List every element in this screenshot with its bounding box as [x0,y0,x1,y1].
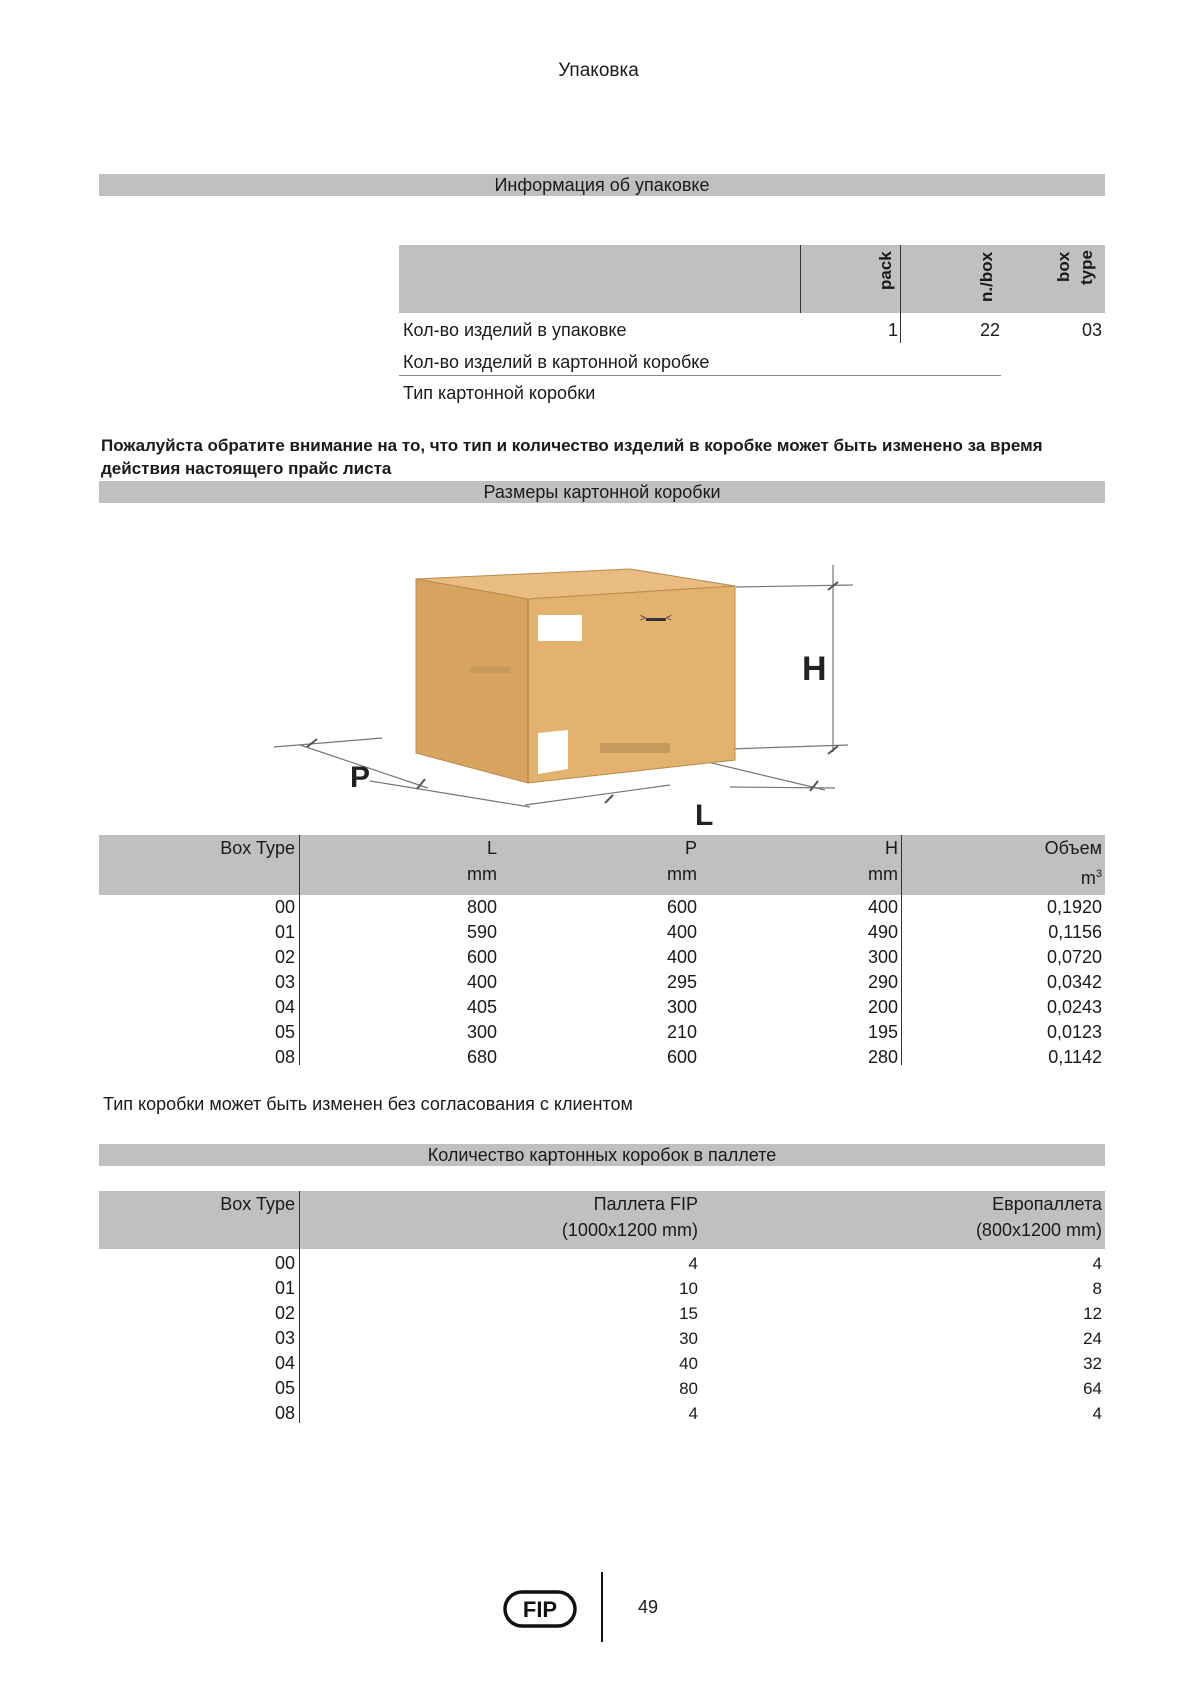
dim-col-p-unit: mm [667,864,697,884]
col-pack: pack [876,251,895,290]
pallet-cell-fip: 4 [688,1254,698,1273]
dim-cell-type: 01 [274,922,295,942]
dim-cell-h: 195 [867,1022,898,1042]
pallet-cell-fip: 4 [688,1404,698,1423]
dim-cell-type: 05 [274,1022,295,1042]
packing-row-label: Кол-во изделий в упаковке [403,320,627,340]
packing-pack-value: 1 [887,320,898,340]
dim-cell-l: 400 [466,972,497,992]
dim-cell-p: 400 [666,922,697,942]
dim-cell-h: 280 [867,1047,898,1067]
dim-cell-l: 405 [466,997,497,1017]
pallet-col-fip-size: (1000x1200 mm) [561,1220,698,1240]
dim-cell-h: 400 [867,897,898,917]
dim-col-l: L [486,838,497,858]
fip-logo [503,1590,577,1628]
pallet-cell-euro: 32 [1083,1354,1102,1373]
box-diagram [270,555,870,825]
pallet-cell-type: 01 [274,1278,295,1298]
pallet-cell-euro: 8 [1092,1279,1102,1298]
dim-col-h-unit: mm [868,864,898,884]
dim-cell-type: 03 [274,972,295,992]
dim-cell-volume: 0,0123 [1046,1022,1102,1042]
dim-cell-type: 02 [274,947,295,967]
dimensions-title: Размеры картонной коробки [99,481,1105,503]
dim-cell-h: 200 [867,997,898,1017]
dim-cell-volume: 0,0243 [1046,997,1102,1017]
pallet-cell-fip: 40 [679,1354,698,1373]
dim-col-volume-unit: $m^3$ [1080,868,1102,888]
pallet-cell-type: 00 [274,1253,295,1273]
svg-text:>▬▬<: >▬▬< [640,613,672,624]
pallet-cell-euro: 64 [1083,1379,1102,1398]
dim-cell-volume: 0,0342 [1046,972,1102,992]
label-h: H [802,650,827,688]
dim-cell-volume: 0,0720 [1046,947,1102,967]
dim-cell-l: 800 [466,897,497,917]
pallet-col-boxtype: Box Type [220,1194,295,1214]
pallet-cell-fip: 80 [679,1379,698,1398]
dim-cell-type: 04 [274,997,295,1017]
pallet-cell-euro: 24 [1083,1329,1102,1348]
pallet-col-fip: Паллета FIP [593,1194,698,1214]
box-type-note: Тип коробки может быть изменен без согласования с клиентом [103,1094,633,1114]
dim-col-h: H [885,838,898,858]
dim-cell-p: 600 [666,897,697,917]
pallet-cell-fip: 30 [679,1329,698,1348]
page-title: Упаковка [558,60,639,81]
dim-cell-type: 08 [274,1047,295,1067]
dim-cell-p: 300 [666,997,697,1017]
dim-cell-h: 290 [867,972,898,992]
pallet-cell-type: 03 [274,1328,295,1348]
box-left-face [416,579,528,783]
label-l: L [695,799,714,825]
footer-divider [601,1572,603,1642]
pallet-col-euro-size: (800x1200 mm) [975,1220,1102,1240]
dim-cell-l: 300 [466,1022,497,1042]
packing-nbox-value: 22 [979,320,1000,340]
pallet-cell-fip: 15 [679,1304,698,1323]
dim-cell-type: 00 [274,897,295,917]
col-nbox: n./box [977,251,996,302]
pallet-title: Количество картонных коробок в паллете [99,1144,1105,1166]
pallet-cell-euro: 4 [1092,1254,1102,1273]
pallet-cell-type: 04 [274,1353,295,1373]
notice-text: Пожалуйста обратите внимание на то, что тип и количество изделий в коробке может быть изменено за время действия настоящего прайс листа [101,436,1043,478]
col-box: box [1054,251,1073,282]
dim-col-volume: Объем [1044,838,1102,858]
label-p: P [350,761,371,794]
page-number: 49 [638,1597,659,1617]
dim-cell-l: 680 [466,1047,497,1067]
packing-type-value: 03 [1081,320,1102,340]
col-type: type [1077,250,1096,285]
dim-col-boxtype: Box Type [220,838,295,858]
dim-cell-volume: 0,1920 [1046,897,1102,917]
pallet-col-euro: Европаллета [992,1194,1102,1214]
pallet-cell-type: 02 [274,1303,295,1323]
pallet-cell-euro: 12 [1083,1304,1102,1323]
dim-col-p: P [684,838,697,858]
pallet-cell-euro: 4 [1092,1404,1102,1423]
dim-cell-h: 300 [867,947,898,967]
dim-cell-l: 600 [466,947,497,967]
dim-cell-volume: 0,1156 [1048,922,1102,942]
packing-row-label: Кол-во изделий в картонной коробке [403,352,710,372]
pallet-cell-type: 08 [274,1403,295,1423]
dim-cell-p: 600 [666,1047,697,1067]
packing-info-title: Информация об упаковке [99,174,1105,196]
dim-cell-p: 295 [666,972,697,992]
packing-row-label: Тип картонной коробки [403,383,596,403]
pallet-cell-fip: 10 [679,1279,698,1298]
svg-text:FIP: FIP [522,1597,558,1622]
dim-cell-h: 490 [867,922,898,942]
pallet-cell-type: 05 [274,1378,295,1398]
dim-cell-p: 400 [666,947,697,967]
dim-cell-l: 590 [466,922,497,942]
dim-cell-volume: 0,1142 [1048,1047,1102,1067]
dim-cell-p: 210 [666,1022,697,1042]
dim-col-l-unit: mm [467,864,497,884]
